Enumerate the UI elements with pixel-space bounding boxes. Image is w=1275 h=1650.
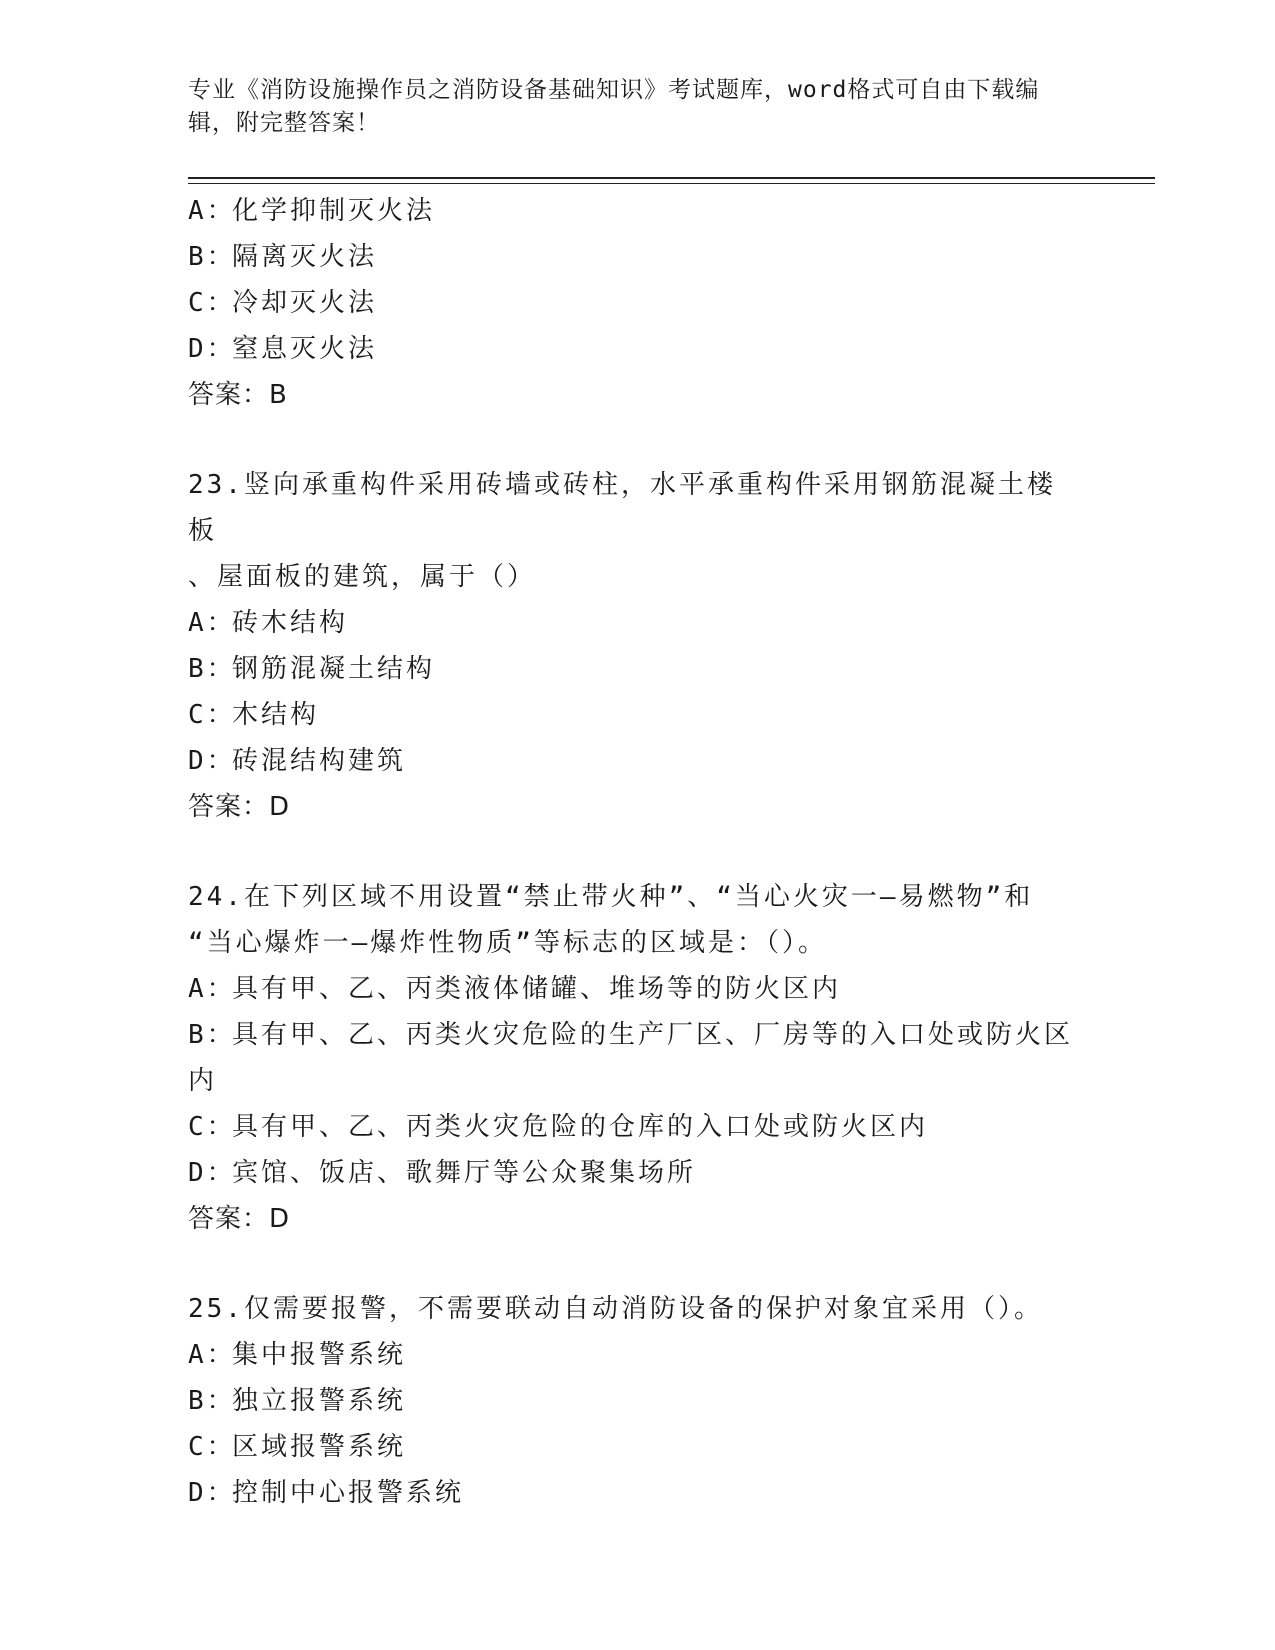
option-d: D：窒息灭火法	[188, 334, 378, 364]
option-a: A：化学抑制灭火法	[188, 196, 436, 226]
question-24	[188, 874, 1078, 1242]
question-22	[188, 188, 1078, 418]
option-d: D：宾馆、饭店、歌舞厅等公众聚集场所	[188, 1158, 697, 1188]
question-list	[188, 188, 1078, 1516]
answer-label: 答案：B	[188, 380, 288, 410]
header-line-2: 辑，附完整答案！	[188, 110, 380, 136]
option-a: A：砖木结构	[188, 608, 349, 638]
question-25	[188, 1286, 1078, 1516]
question-stem-line-2: “当心爆炸一—爆炸性物质”等标志的区域是：（）。	[188, 928, 827, 958]
question-stem-line-1: 24.在下列区域不用设置“禁止带火种”、“当心火灾一—易燃物”和	[188, 882, 1034, 912]
question-stem-line-2: 、屋面板的建筑，属于（）	[188, 562, 537, 592]
question-23	[188, 462, 1078, 830]
option-b: B：钢筋混凝土结构	[188, 654, 436, 684]
option-b: B：隔离灭火法	[188, 242, 378, 272]
option-b-continuation: 内	[188, 1066, 218, 1096]
answer-label: 答案：D	[188, 792, 291, 822]
question-stem-line-1: 25.仅需要报警，不需要联动自动消防设备的保护对象宜采用（）。	[188, 1294, 1043, 1324]
option-d: D：控制中心报警系统	[188, 1478, 465, 1508]
question-spacer	[188, 1242, 1078, 1286]
option-a: A：具有甲、乙、丙类液体储罐、堆场等的防火区内	[188, 974, 842, 1004]
question-stem-line-1: 23.竖向承重构件采用砖墙或砖柱，水平承重构件采用钢筋混凝土楼板	[188, 470, 1056, 546]
question-spacer	[188, 830, 1078, 874]
option-c: C：木结构	[188, 700, 320, 730]
question-spacer	[188, 418, 1078, 462]
header-divider-thick	[188, 177, 1155, 179]
header-line-1: 专业《消防设施操作员之消防设备基础知识》考试题库，word格式可自由下载编	[188, 77, 1040, 103]
header-divider-thin	[188, 183, 1155, 184]
option-a: A：集中报警系统	[188, 1340, 407, 1370]
option-c: C：具有甲、乙、丙类火灾危险的仓库的入口处或防火区内	[188, 1112, 929, 1142]
answer-label: 答案：D	[188, 1204, 291, 1234]
option-d: D：砖混结构建筑	[188, 746, 407, 776]
option-b: B：具有甲、乙、丙类火灾危险的生产厂区、厂房等的入口处或防火区	[188, 1020, 1074, 1050]
option-c: C：冷却灭火法	[188, 288, 378, 318]
option-b: B：独立报警系统	[188, 1386, 407, 1416]
document-header	[188, 74, 1068, 140]
option-c: C：区域报警系统	[188, 1432, 407, 1462]
